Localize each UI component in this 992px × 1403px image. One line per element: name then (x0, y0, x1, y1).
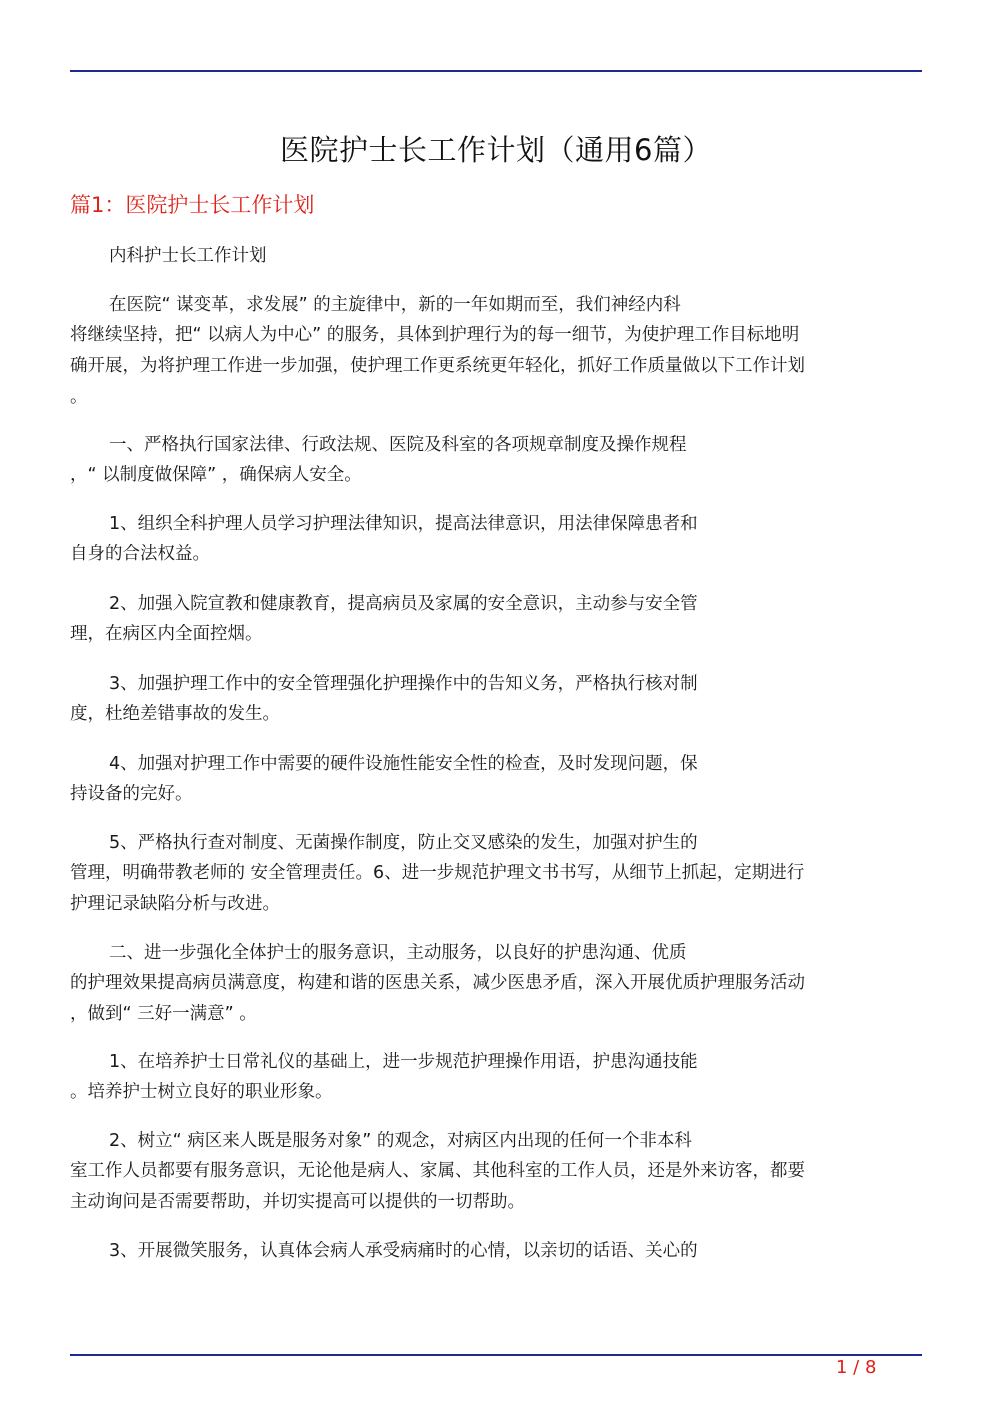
paragraph-line: 持设备的完好。 (70, 784, 193, 804)
paragraph-line: 自身的合法权益。 (70, 544, 210, 564)
paragraph-line: 主动询问是否需要帮助，并切实提高可以提供的一切帮助。 (70, 1192, 525, 1212)
paragraph-line: 。培养护士树立良好的职业形象。 (70, 1082, 333, 1102)
paragraph-line: 度，杜绝差错事故的发生。 (70, 704, 280, 724)
document-title: 医院护士长工作计划（通用6篇） (280, 133, 712, 167)
paragraph-line: 将继续坚持，把“ 以病人为中心” 的服务，具体到护理行为的每一细节，为使护理工作目标地明 (70, 325, 800, 345)
paragraph-line: ，“ 以制度做保障” ，确保病人安全。 (70, 465, 362, 485)
paragraph-line: 管理，明确带教老师的 安全管理责任。6、进一步规范护理文书书写，从细节上抓起，定期进行 (70, 863, 805, 883)
paragraph-line: 1、在培养护士日常礼仪的基础上，进一步规范护理操作用语，护患沟通技能 (109, 1052, 698, 1072)
paragraph-line: 。 (70, 387, 88, 407)
paragraph-line: 确开展，为将护理工作进一步加强，使护理工作更系统更年轻化，抓好工作质量做以下工作计划 (70, 356, 805, 376)
header-rule (70, 70, 922, 72)
paragraph-line: 1、组织全科护理人员学习护理法律知识，提高法律意识，用法律保障患者和 (109, 514, 698, 534)
paragraph-line: 4、加强对护理工作中需要的硬件设施性能安全性的检查，及时发现问题，保 (109, 754, 698, 774)
paragraph-line: 二、进一步强化全体护士的服务意识，主动服务，以良好的护患沟通、优质 (109, 943, 687, 963)
paragraph-line: 3、开展微笑服务，认真体会病人承受病痛时的心情，以亲切的话语、关心的 (109, 1241, 698, 1261)
subheading: 内科护士长工作计划 (109, 246, 267, 266)
paragraph-line: 在医院“ 谋变革，求发展” 的主旋律中，新的一年如期而至，我们神经内科 (109, 295, 681, 315)
paragraph-line: 理，在病区内全面控烟。 (70, 624, 263, 644)
paragraph-line: 护理记录缺陷分析与改进。 (70, 894, 280, 914)
paragraph-line: 2、树立“ 病区来人既是服务对象” 的观念，对病区内出现的任何一个非本科 (109, 1131, 692, 1151)
paragraph-line: 一、严格执行国家法律、行政法规、医院及科室的各项规章制度及操作规程 (109, 435, 687, 455)
paragraph-line: 3、加强护理工作中的安全管理强化护理操作中的告知义务，严格执行核对制 (109, 674, 698, 694)
paragraph-line: 2、加强入院宣教和健康教育，提高病员及家属的安全意识，主动参与安全管 (109, 594, 698, 614)
footer-rule (70, 1354, 922, 1356)
paragraph-line: 室工作人员都要有服务意识，无论他是病人、家属、其他科室的工作人员，还是外来访客，都要 (70, 1161, 805, 1181)
page-number: 1 / 8 (836, 1357, 877, 1378)
paragraph-line: 5、严格执行查对制度、无菌操作制度，防止交叉感染的发生，加强对护生的 (109, 833, 698, 853)
paragraph-line: ，做到“ 三好一满意” 。 (70, 1004, 257, 1024)
paragraph-line: 的护理效果提高病员满意度，构建和谐的医患关系，减少医患矛盾，深入开展优质护理服务活动 (70, 973, 805, 993)
section-heading: 篇1：医院护士长工作计划 (70, 193, 315, 217)
